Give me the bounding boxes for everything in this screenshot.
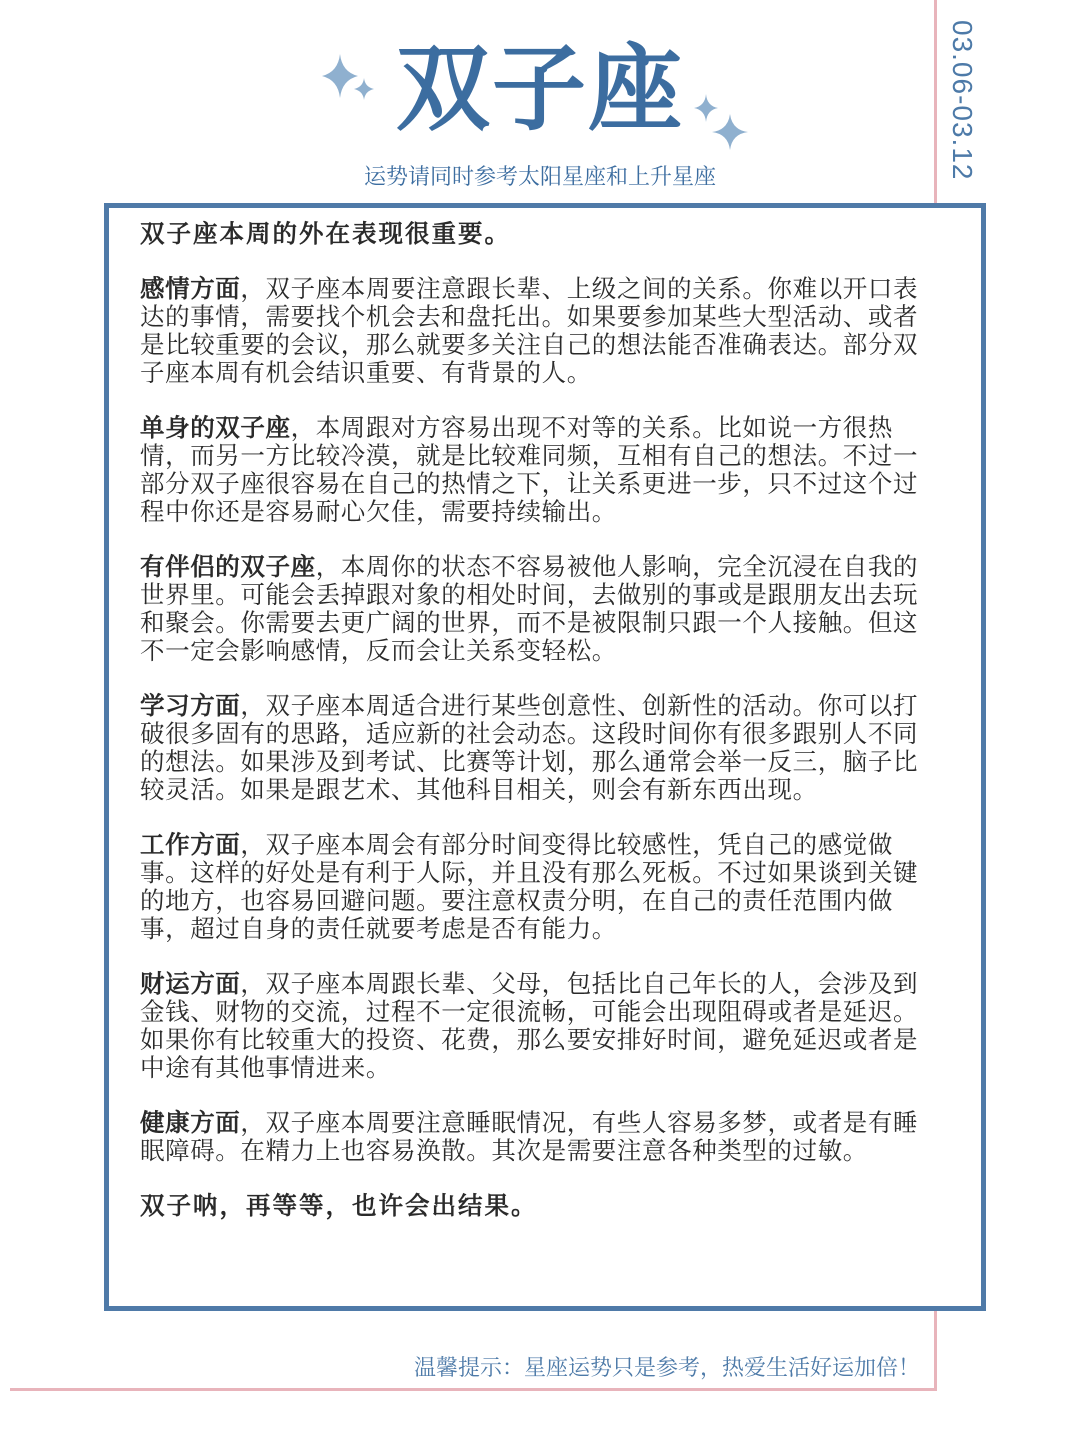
couple-paragraph bbox=[140, 553, 920, 665]
date-range: 03.06-03.12 bbox=[947, 20, 978, 181]
intro-paragraph: 双子座本周的外在表现很重要。 bbox=[140, 219, 511, 248]
closing-paragraph: 双子呐，再等等，也许会出结果。 bbox=[140, 1191, 538, 1220]
content-frame bbox=[104, 203, 986, 1311]
health-paragraph bbox=[140, 1109, 920, 1165]
couple-text: ，本周你的状态不容易被他人影响，完全沉浸在自我的世界里。可能会丢掉跟对象的相处时间，去做别的事或是跟朋友出去玩和聚会。你需要去更广阔的世界，而不是被限制只跟一个人接触。但这不一定会影响感情，反而会让关系变轻松。 bbox=[140, 552, 919, 665]
love-paragraph bbox=[140, 275, 920, 387]
couple-heading: 有伴侣的双子座 bbox=[140, 552, 316, 581]
single-heading: 单身的双子座 bbox=[140, 413, 291, 442]
pink-horizontal-line bbox=[10, 1388, 937, 1391]
study-text: ，双子座本周适合进行某些创意性、创新性的活动。你可以打破很多固有的思路，适应新的社会动态。这段时间你有很多跟别人不同的想法。如果涉及到考试、比赛等计划，那么通常会举一反三，脑子比较灵活。如果是跟艺术、其他科目相关，则会有新东西出现。 bbox=[140, 691, 919, 804]
love-heading: 感情方面 bbox=[140, 274, 241, 303]
health-heading: 健康方面 bbox=[140, 1108, 241, 1137]
wealth-text: ，双子座本周跟长辈、父母，包括比自己年长的人，会涉及到金钱、财物的交流，过程不一定很流畅，可能会出现阻碍或者是延迟。如果你有比较重大的投资、花费，那么要安排好时间，避免延迟或者是中途有其他事情进来。 bbox=[140, 969, 919, 1082]
subtitle: 运势请同时参考太阳星座和上升星座 bbox=[363, 165, 716, 190]
sparkle-icon bbox=[690, 92, 754, 156]
page-title: 双子座 bbox=[395, 35, 684, 144]
horoscope-text bbox=[140, 220, 920, 1247]
work-text: ，双子座本周会有部分时间变得比较感性，凭自己的感觉做事。这样的好处是有利于人际，并且没有那么死板。不过如果谈到关键的地方，也容易回避问题。要注意权责分明，在自己的责任范围内做事，超过自身的责任就要考虑是否有能力。 bbox=[140, 830, 919, 943]
single-paragraph bbox=[140, 414, 920, 526]
wealth-paragraph bbox=[140, 970, 920, 1082]
single-text: ，本周跟对方容易出现不对等的关系。比如说一方很热情，而另一方比较冷漠，就是比较难同频，互相有自己的想法。不过一部分双子座很容易在自己的热情之下，让关系更进一步，只不过这个过程中你还是容易耐心欠佳，需要持续输出。 bbox=[140, 413, 919, 526]
work-paragraph bbox=[140, 831, 920, 943]
work-heading: 工作方面 bbox=[140, 830, 241, 859]
love-text: ，双子座本周要注意跟长辈、上级之间的关系。你难以开口表达的事情，需要找个机会去和盘托出。如果要参加某些大型活动、或者是比较重要的会议，那么就要多关注自己的想法能否准确表达。部分双子座本周有机会结识重要、有背景的人。 bbox=[140, 274, 919, 387]
health-text: ，双子座本周要注意睡眠情况，有些人容易多梦，或者是有睡眠障碍。在精力上也容易涣散。其次是需要注意各种类型的过敏。 bbox=[140, 1108, 919, 1165]
study-heading: 学习方面 bbox=[140, 691, 241, 720]
wealth-heading: 财运方面 bbox=[140, 969, 241, 998]
study-paragraph bbox=[140, 692, 920, 804]
footer-tip: 温馨提示：星座运势只是参考，热爱生活好运加倍！ bbox=[413, 1356, 920, 1381]
